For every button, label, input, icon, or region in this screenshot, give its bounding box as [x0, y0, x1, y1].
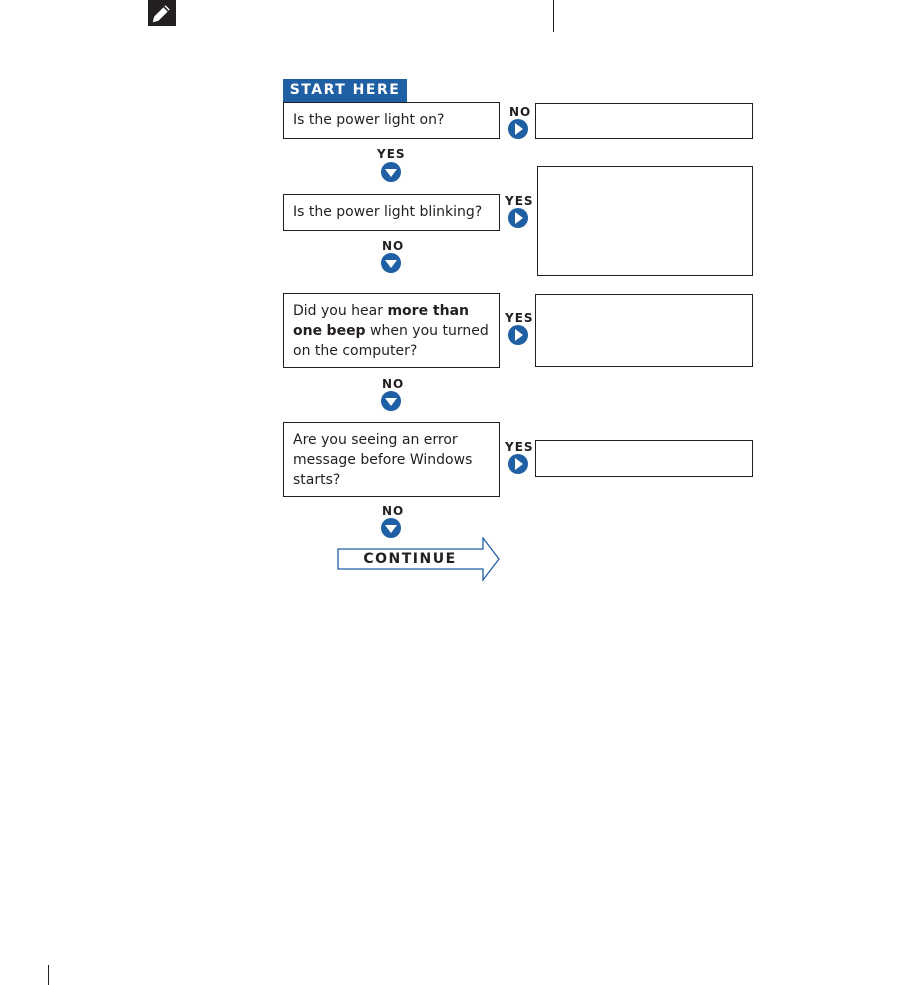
question-more-than-one-beep: [283, 293, 500, 368]
bottom-margin-rule: [48, 965, 49, 985]
right-arrow-circle-icon: [508, 325, 528, 345]
right-arrow-circle-icon: [508, 208, 528, 228]
question-text-post: when you turned on the computer?: [293, 323, 489, 359]
question-power-light-on: [283, 102, 500, 139]
down-arrow-circle-icon: [381, 253, 401, 273]
down-arrow-circle-icon: [381, 518, 401, 538]
no-label: NO: [509, 105, 532, 119]
yes-label: YES: [505, 194, 534, 208]
right-arrow-circle-icon: [508, 454, 528, 474]
question-text: Are you seeing an error message before Windows starts?: [293, 432, 473, 488]
answer-box-beep-codes: [535, 294, 753, 367]
question-text-bold-1: more than one: [293, 303, 470, 339]
right-arrow-circle-icon: [508, 119, 528, 139]
down-arrow-circle-icon: [381, 162, 401, 182]
yes-label: YES: [505, 440, 534, 454]
down-arrow-circle-icon: [381, 391, 401, 411]
question-error-message: [283, 422, 500, 497]
pencil-note-icon: [148, 0, 176, 26]
top-margin-rule: [553, 0, 554, 32]
yes-label: YES: [505, 311, 534, 325]
answer-box-error-message: [535, 440, 753, 477]
start-here-label: START HERE: [283, 79, 407, 102]
question-text-pre: Did you hear: [293, 303, 388, 319]
answer-box-power-off: [535, 103, 753, 139]
no-label: NO: [382, 377, 405, 391]
continue-label: CONTINUE: [363, 551, 457, 567]
question-text-bold-2: beep: [326, 323, 366, 339]
continue-arrow[interactable]: [337, 537, 501, 582]
question-power-light-blinking: [283, 194, 500, 231]
question-text: Is the power light blinking?: [293, 204, 483, 220]
no-label: NO: [382, 239, 405, 253]
no-label: NO: [382, 504, 405, 518]
answer-box-blinking: [537, 166, 753, 276]
yes-label: YES: [377, 147, 406, 161]
question-text: Is the power light on?: [293, 112, 445, 128]
